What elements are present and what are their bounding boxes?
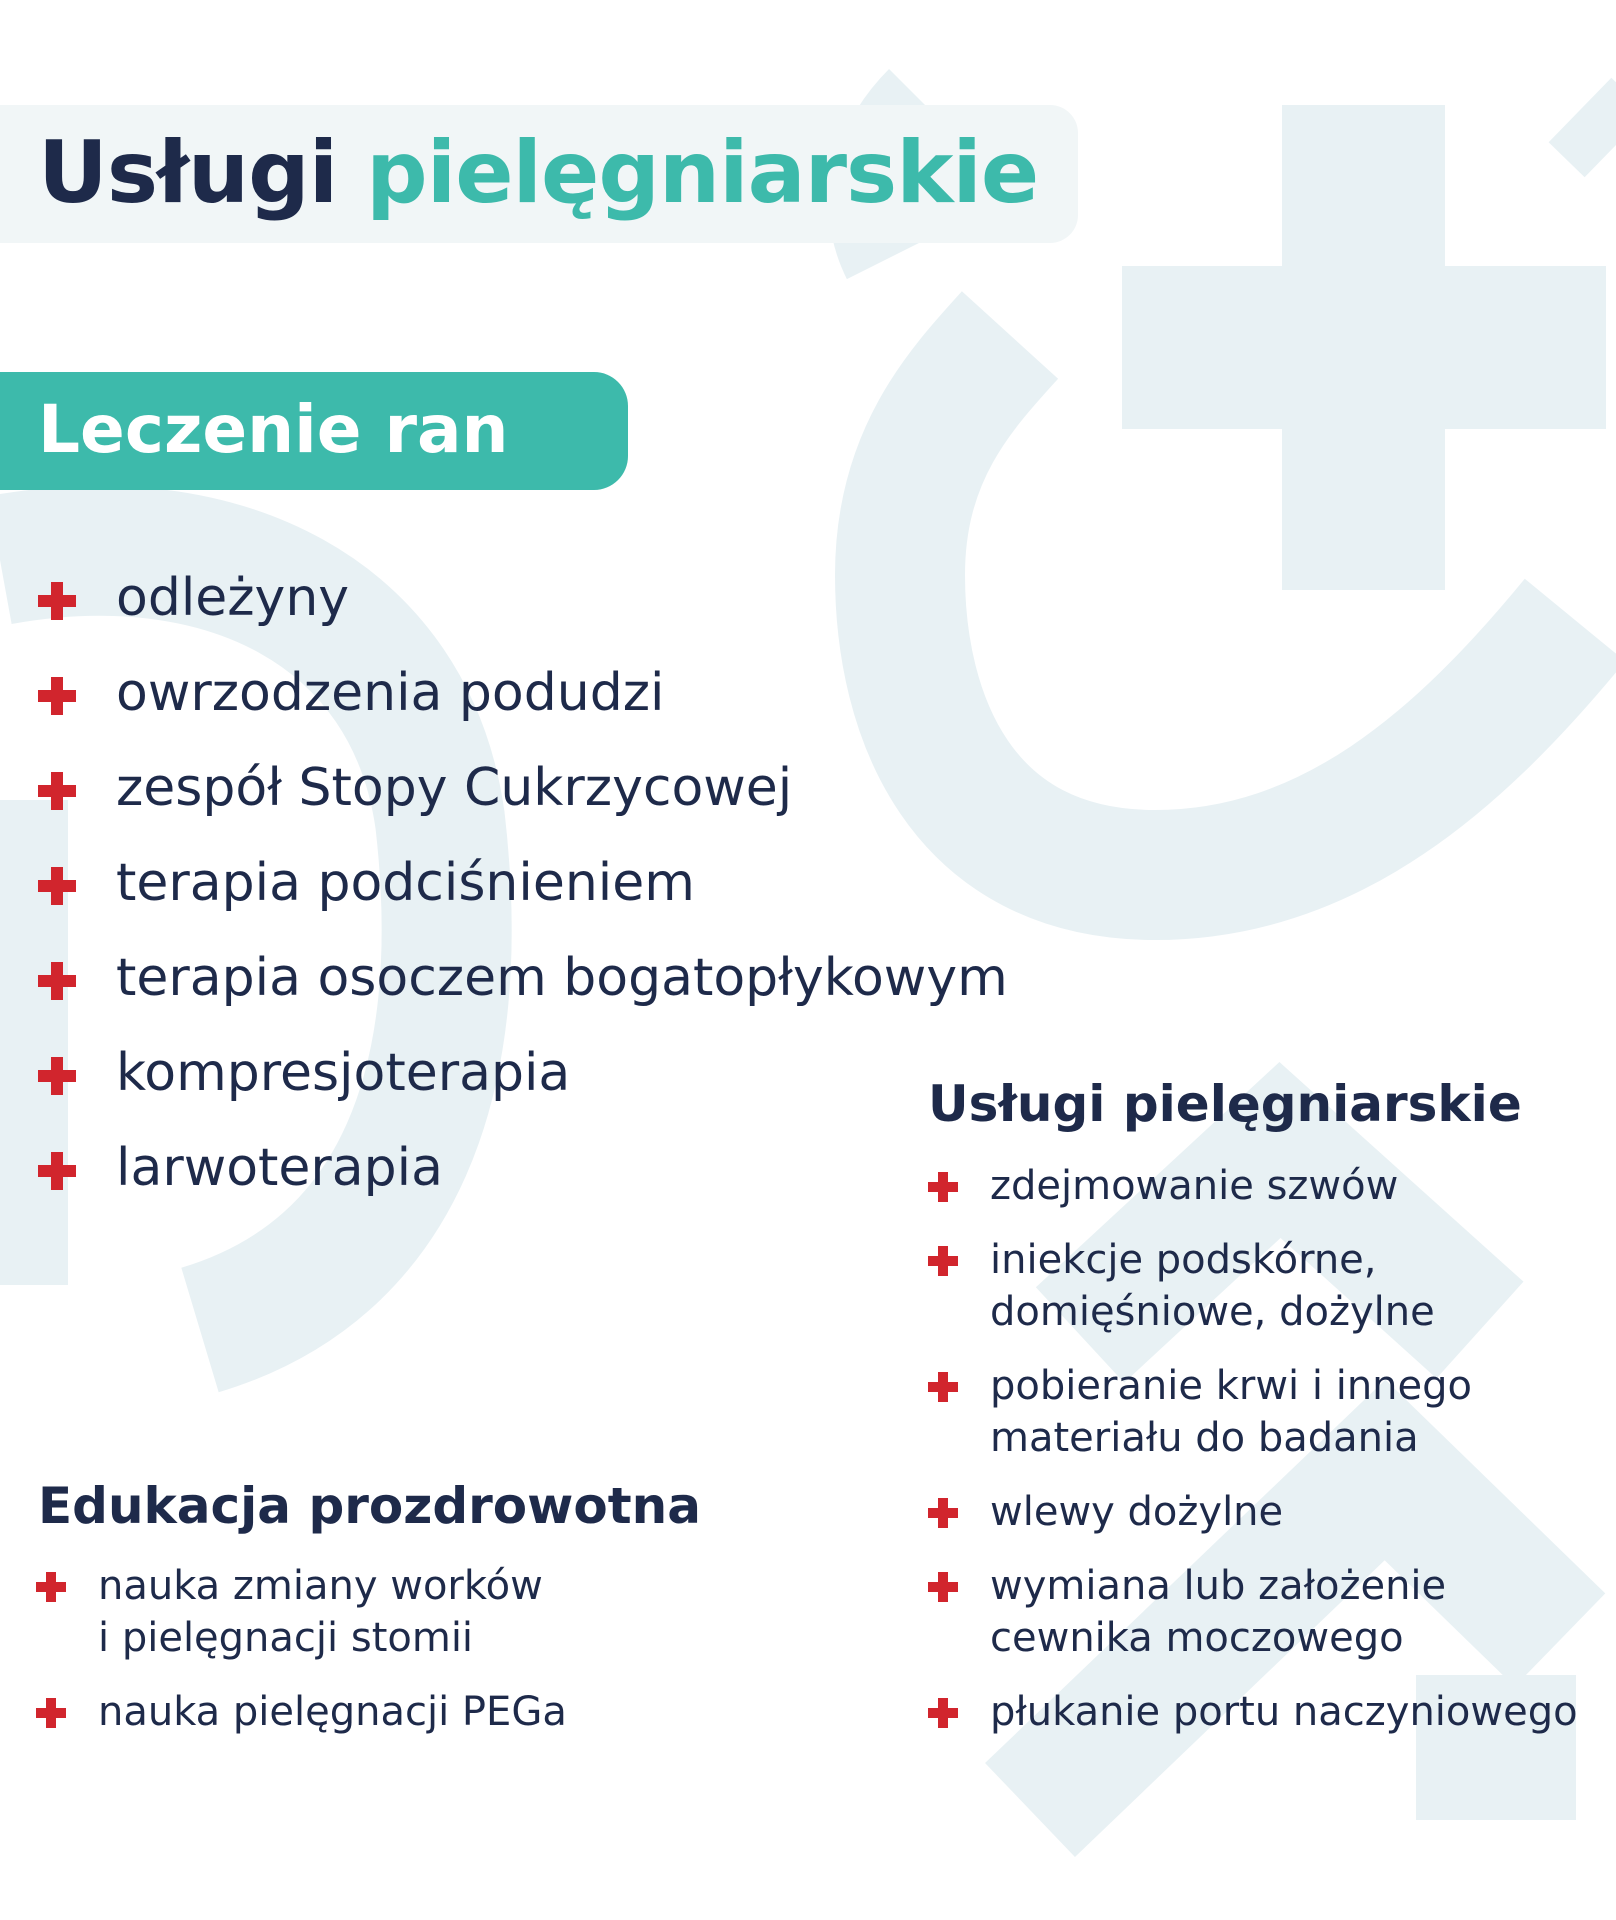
list-item-line: domięśniowe, dożylne (990, 1289, 1435, 1335)
nursing-services-heading: Usługi pielęgniarskie (928, 1075, 1522, 1133)
nursing-services-list (928, 1160, 1578, 1760)
list-item (928, 1486, 1578, 1538)
medical-cross-icon (38, 962, 76, 1000)
page-title (38, 118, 1038, 228)
medical-cross-icon (928, 1698, 958, 1728)
medical-cross-icon (928, 1172, 958, 1202)
list-item (36, 1686, 567, 1738)
list-item (928, 1560, 1578, 1664)
medical-cross-icon (38, 867, 76, 905)
wound-treatment-list (38, 562, 1008, 1227)
medical-cross-icon (928, 1572, 958, 1602)
list-item (38, 942, 1008, 1037)
list-item (38, 562, 1008, 657)
medical-cross-icon (928, 1246, 958, 1276)
list-item (36, 1560, 567, 1664)
health-education-heading: Edukacja prozdrowotna (38, 1477, 701, 1535)
list-item-label: owrzodzenia podudzi (116, 663, 665, 723)
medical-cross-icon (36, 1572, 66, 1602)
list-item (38, 847, 1008, 942)
list-item-line: pobieranie krwi i innego (990, 1363, 1472, 1409)
list-item (928, 1160, 1578, 1212)
title-part-usługi: Usługi (38, 123, 338, 223)
medical-cross-icon (38, 772, 76, 810)
list-item-line: iniekcje podskórne, (990, 1237, 1377, 1283)
list-item (38, 1037, 1008, 1132)
medical-cross-icon (38, 1152, 76, 1190)
list-item-line: cewnika moczowego (990, 1615, 1404, 1661)
medical-cross-icon (928, 1498, 958, 1528)
list-item-line: zdejmowanie szwów (990, 1163, 1399, 1209)
medical-cross-icon (928, 1372, 958, 1402)
list-item (38, 1132, 1008, 1227)
list-item (38, 752, 1008, 847)
list-item (38, 657, 1008, 752)
bg-plus-horizontal-bar (1122, 266, 1606, 429)
section-badge-label: Leczenie ran (38, 391, 509, 468)
section-badge-leczenie-ran (0, 372, 628, 490)
list-item-line: materiału do badania (990, 1415, 1419, 1461)
medical-cross-icon (38, 677, 76, 715)
list-item (928, 1686, 1578, 1738)
list-item-line: i pielęgnacji stomii (98, 1615, 474, 1661)
medical-cross-icon (38, 1057, 76, 1095)
list-item-label: zespół Stopy Cukrzycowej (116, 758, 793, 818)
title-part-pielegniarskie: pielęgniarskie (366, 123, 1039, 223)
list-item-label: terapia podciśnieniem (116, 853, 695, 913)
list-item-line: nauka zmiany worków (98, 1563, 543, 1609)
list-item (928, 1360, 1578, 1464)
list-item (928, 1234, 1578, 1338)
medical-cross-icon (36, 1698, 66, 1728)
list-item-line: nauka pielęgnacji PEGa (98, 1689, 567, 1735)
list-item-label: larwoterapia (116, 1138, 443, 1198)
list-item-line: płukanie portu naczyniowego (990, 1689, 1578, 1735)
medical-cross-icon (38, 582, 76, 620)
list-item-line: wymiana lub założenie (990, 1563, 1447, 1609)
list-item-label: kompresjoterapia (116, 1043, 571, 1103)
list-item-label: terapia osoczem bogatopłykowym (116, 948, 1008, 1008)
list-item-line: wlewy dożylne (990, 1489, 1284, 1535)
health-education-list (36, 1560, 567, 1760)
bg-top-right-diagonal (1580, 110, 1616, 145)
list-item-label: odleżyny (116, 568, 350, 628)
